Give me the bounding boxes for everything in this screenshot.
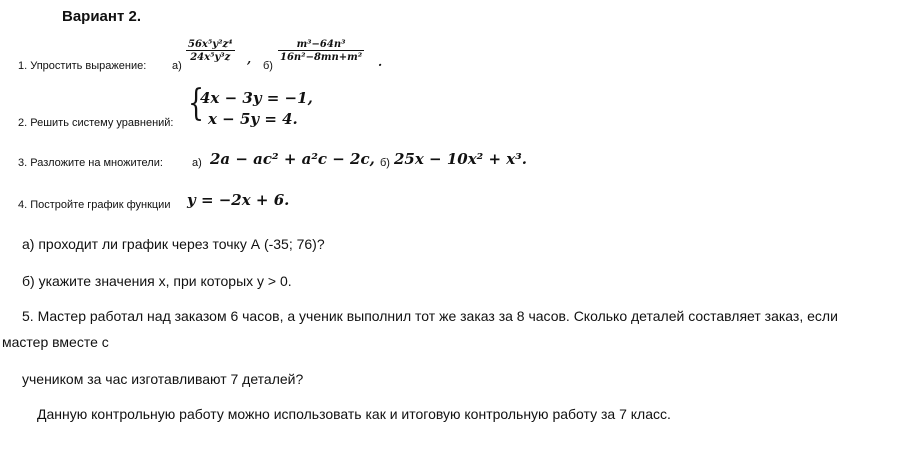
task3-label: 3. Разложите на множители: (18, 157, 163, 169)
task5-line-1: 5. Мастер работал над заказом 6 часов, а ученик выполнил тот же заказ за 8 часов. Сколько деталей составляет заказ, если (22, 308, 838, 324)
task1-b-label: б) (263, 60, 273, 72)
task5-line-2: мастер вместе с (2, 334, 109, 350)
closing-note: Данную контрольную работу можно использовать как и итоговую контрольную работу за 7 класс. (37, 406, 671, 422)
task2-equation-1: 4x − 3y = −1, (200, 89, 313, 107)
question-a: а) проходит ли график через точку А (-35; 76)? (22, 236, 325, 252)
task1-b-fraction (278, 39, 364, 63)
task3-a-label: а) (192, 157, 202, 169)
question-b: б) укажите значения х, при которых у > 0. (22, 273, 292, 289)
task5-line-3: учеником за час изготавливают 7 деталей? (22, 371, 304, 387)
system-brace: { (188, 83, 205, 124)
task4-label: 4. Постройте график функции (18, 199, 171, 211)
task1-a-numerator: 56x⁵y²z⁴ (188, 39, 233, 50)
task1-b-denominator: 16n²−8mn+m² (280, 52, 363, 63)
task2-equation-2: x − 5y = 4. (208, 110, 298, 128)
task2-label: 2. Решить систему уравнений: (18, 117, 174, 129)
task3-b-label: б) (380, 157, 390, 169)
task1-label: 1. Упростить выражение: (18, 60, 147, 72)
task4-function: y = −2x + 6. (187, 191, 290, 209)
task1-b-period: . (378, 55, 383, 69)
task1-b-numerator: m³−64n³ (296, 39, 346, 50)
task1-a-label: а) (172, 60, 182, 72)
task3-b-expression: 25x − 10x² + x³. (394, 150, 527, 168)
task1-a-fraction (186, 39, 235, 63)
task1-a-comma: , (247, 52, 252, 66)
variant-title: Вариант 2. (62, 8, 141, 25)
task1-a-denominator: 24x⁵y³z (186, 50, 235, 63)
task3-a-expression: 2a − ac² + a²c − 2c, (210, 150, 375, 168)
